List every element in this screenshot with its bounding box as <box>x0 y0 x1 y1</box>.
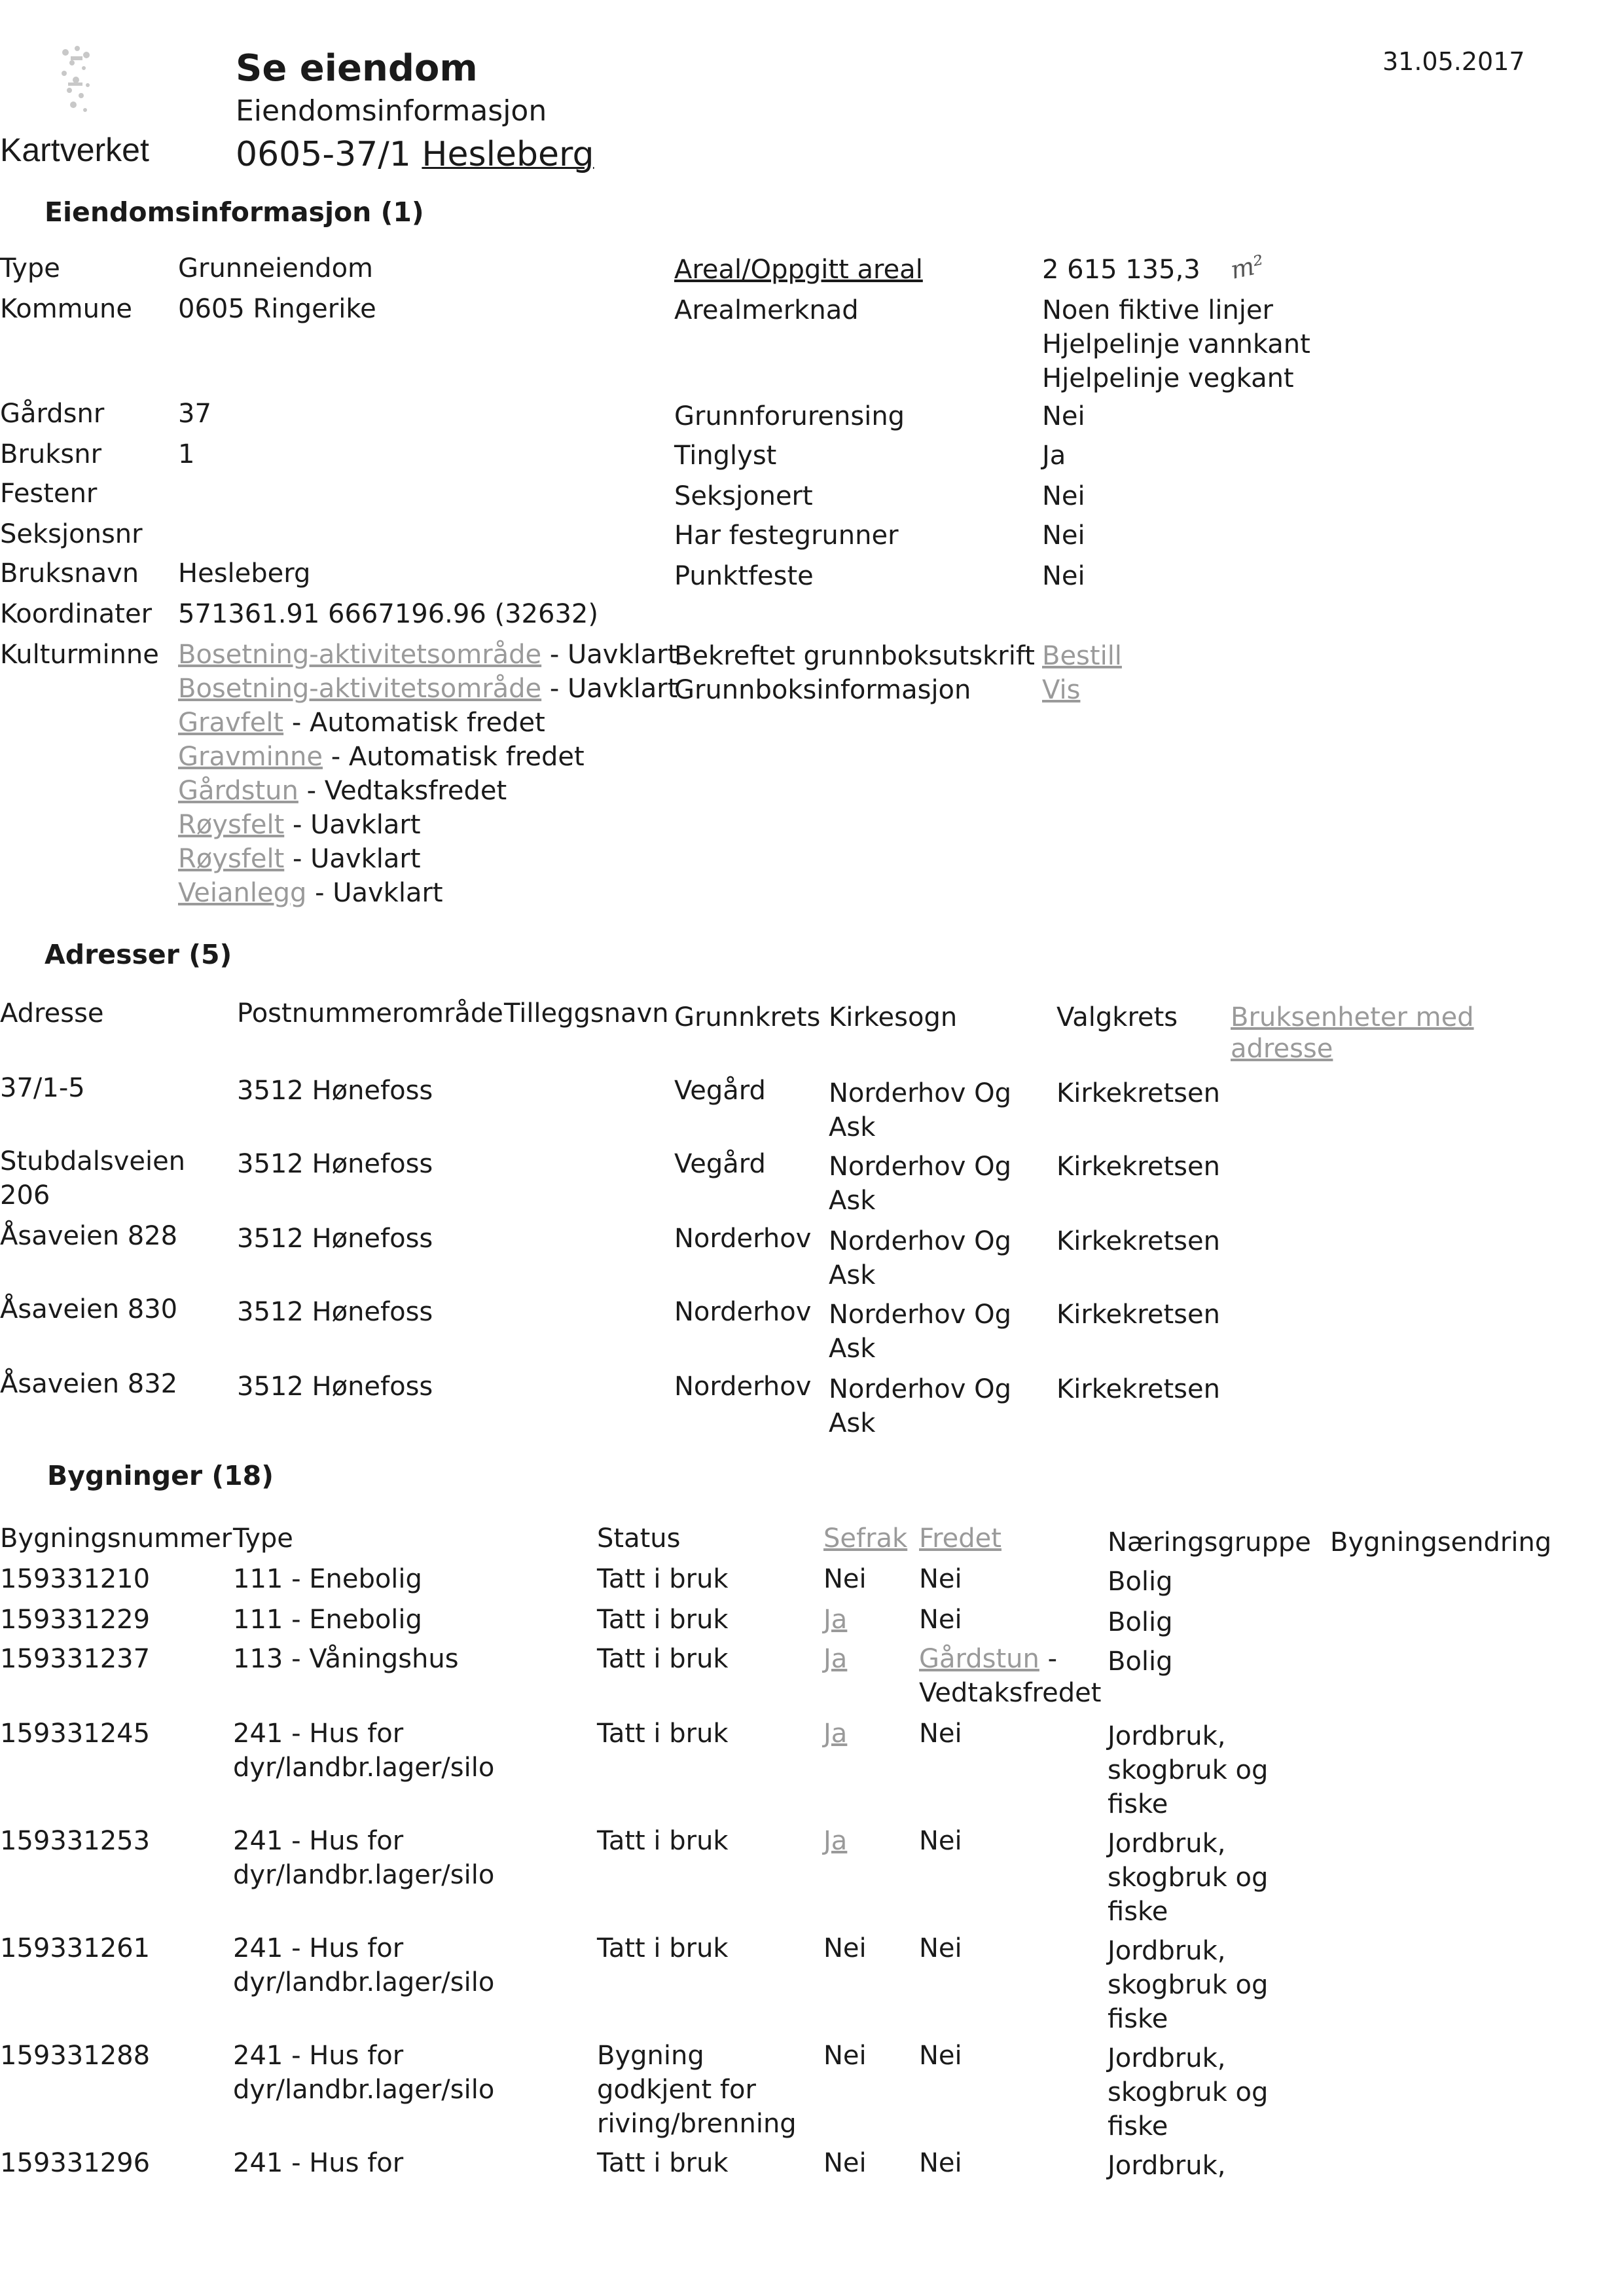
section-heading-adresser: Adresser (5) <box>45 939 232 970</box>
building-status-cell: Tatt i bruk <box>597 1826 729 1856</box>
fredet-cell: Nei <box>919 1564 962 1594</box>
property-value: Nei <box>1042 520 1085 551</box>
page-title: Se eiendom <box>236 47 478 90</box>
kulturminne-link[interactable]: Bosetning-aktivitetsområde <box>178 674 542 704</box>
fredet-cell: Nei <box>919 2041 962 2071</box>
property-label: Seksjonert <box>674 481 813 511</box>
property-label: Har festegrunner <box>674 520 899 551</box>
property-value: Hjelpelinje vegkant <box>1042 363 1294 393</box>
building-type-cell: 113 - Våningshus <box>233 1644 459 1674</box>
building-type-cell: 241 - Hus for <box>233 1826 404 1856</box>
table-header: Valgkrets <box>1056 1002 1178 1032</box>
building-type-cell: 241 - Hus for <box>233 2148 404 2178</box>
building-status-cell: Tatt i bruk <box>597 1605 729 1635</box>
building-type-cell: dyr/landbr.lager/silo <box>233 2075 495 2105</box>
address-cell: 206 <box>0 1180 50 1211</box>
kirkesogn-cell: Ask <box>829 1112 876 1142</box>
sefrak-link[interactable]: Ja <box>823 1826 848 1856</box>
kirkesogn-cell: Norderhov Og <box>829 1226 1011 1256</box>
naeringsgruppe-cell: skogbruk og <box>1108 1970 1269 2000</box>
property-heading <box>236 135 594 174</box>
kirkesogn-cell: Norderhov Og <box>829 1374 1011 1404</box>
kulturminne-link[interactable]: Røysfelt <box>178 844 285 874</box>
address-cell: Åsaveien 832 <box>0 1369 178 1399</box>
property-label: Bruksnavn <box>0 558 139 589</box>
grunnkrets-cell: Norderhov <box>674 1372 812 1402</box>
kulturminne-link[interactable]: Gravminne <box>178 742 323 772</box>
naeringsgruppe-cell: skogbruk og <box>1108 1863 1269 1893</box>
building-number-cell: 159331229 <box>0 1605 151 1635</box>
kulturminne-status: - Automatisk fredet <box>283 708 545 738</box>
table-header: Status <box>597 1523 681 1554</box>
sefrak-cell: Nei <box>823 2148 867 2178</box>
table-header: Adresse <box>0 998 104 1029</box>
kulturminne-item <box>178 672 677 706</box>
page-subtitle: Eiendomsinformasjon <box>236 94 547 128</box>
property-label: Festenr <box>0 479 98 509</box>
kartverket-logo-emblem <box>46 39 111 118</box>
sefrak-link[interactable]: Ja <box>823 1644 848 1674</box>
handwritten-note: m² <box>1227 249 1267 285</box>
naeringsgruppe-cell: Jordbruk, <box>1108 2151 1226 2181</box>
kirkesogn-cell: Norderhov Og <box>829 1300 1011 1330</box>
fredet-cell <box>919 1642 1057 1676</box>
fredet-cell: Nei <box>919 1826 962 1856</box>
valgkrets-cell: Kirkekretsen <box>1056 1078 1220 1108</box>
kulturminne-status: - Uavklart <box>284 810 421 840</box>
property-value: Nei <box>1042 561 1085 591</box>
kirkesogn-cell: Ask <box>829 1186 876 1216</box>
property-value: Hjelpelinje vannkant <box>1042 329 1310 359</box>
building-type-cell: 241 - Hus for <box>233 2041 404 2071</box>
building-number-cell: 159331261 <box>0 1933 151 1963</box>
postnummer-cell: 3512 Hønefoss <box>237 1224 433 1254</box>
kirkesogn-cell: Norderhov Og <box>829 1078 1011 1108</box>
sefrak-cell: Nei <box>823 2041 867 2071</box>
table-header: Bygningsnummer <box>0 1523 232 1554</box>
sefrak-cell: Nei <box>823 1564 867 1594</box>
property-label: Kommune <box>0 294 132 324</box>
kulturminne-status: - Uavklart <box>541 674 678 704</box>
kirkesogn-cell: Ask <box>829 1334 876 1364</box>
building-status-cell: Tatt i bruk <box>597 1933 729 1963</box>
property-value: Noen fiktive linjer <box>1042 295 1273 325</box>
property-action-link[interactable]: Bestill <box>1042 641 1122 671</box>
kulturminne-item <box>178 842 421 876</box>
table-header-link[interactable]: Bruksenheter med <box>1231 1002 1474 1032</box>
building-status-cell: riving/brenning <box>597 2109 797 2139</box>
table-header: Postnummerområde <box>237 998 503 1029</box>
property-value: 37 <box>178 399 211 429</box>
building-status-cell: Tatt i bruk <box>597 1719 729 1749</box>
kirkesogn-cell: Ask <box>829 1408 876 1438</box>
table-header: Næringsgruppe <box>1108 1527 1311 1558</box>
kulturminne-item <box>178 808 421 842</box>
property-value: Nei <box>1042 401 1085 431</box>
kirkesogn-cell: Norderhov Og <box>829 1152 1011 1182</box>
fredet-cell: Nei <box>919 1605 962 1635</box>
fredet-cell: Nei <box>919 1933 962 1963</box>
building-type-cell: dyr/landbr.lager/silo <box>233 1860 495 1890</box>
property-label: Tinglyst <box>674 441 777 471</box>
building-status-cell: Tatt i bruk <box>597 1644 729 1674</box>
property-value: Ja <box>1042 441 1066 471</box>
fredet-status: Vedtaksfredet <box>919 1678 1102 1708</box>
property-value: Hesleberg <box>178 558 311 589</box>
building-type-cell: 241 - Hus for <box>233 1719 404 1749</box>
building-type-cell: 241 - Hus for <box>233 1933 404 1963</box>
building-type-cell: 111 - Enebolig <box>233 1605 422 1635</box>
kulturminne-status: - Automatisk fredet <box>323 742 585 772</box>
building-number-cell: 159331296 <box>0 2148 151 2178</box>
property-label: Bruksnr <box>0 439 102 469</box>
address-cell: Åsaveien 830 <box>0 1294 178 1324</box>
property-value: 1 <box>178 439 195 469</box>
valgkrets-cell: Kirkekretsen <box>1056 1152 1220 1182</box>
naeringsgruppe-cell: fiske <box>1108 2111 1168 2141</box>
property-label: Bekreftet grunnboksutskrift <box>674 641 1035 671</box>
kulturminne-status: - Uavklart <box>541 640 678 670</box>
table-header: Type <box>233 1523 293 1554</box>
valgkrets-cell: Kirkekretsen <box>1056 1374 1220 1404</box>
naeringsgruppe-cell: Bolig <box>1108 1607 1173 1637</box>
naeringsgruppe-cell: skogbruk og <box>1108 1755 1269 1785</box>
kulturminne-link[interactable]: Gårdstun <box>178 776 298 806</box>
postnummer-cell: 3512 Hønefoss <box>237 1076 433 1106</box>
kartverket-logo-text: Kartverket <box>0 132 149 168</box>
grunnkrets-cell: Vegård <box>674 1076 766 1106</box>
naeringsgruppe-cell: fiske <box>1108 2004 1168 2034</box>
property-value: 571361.91 6667196.96 (32632) <box>178 599 598 629</box>
property-label: Punktfeste <box>674 561 814 591</box>
fredet-cell: Nei <box>919 1719 962 1749</box>
property-label: Grunnboksinformasjon <box>674 675 971 705</box>
table-header: Grunnkrets <box>674 1002 821 1032</box>
address-cell: 37/1-5 <box>0 1073 85 1103</box>
table-header: Tilleggsnavn <box>504 998 669 1029</box>
table-header-link[interactable]: adresse <box>1231 1034 1333 1064</box>
property-label: Seksjonsnr <box>0 519 143 549</box>
property-label[interactable]: Areal/Oppgitt areal <box>674 255 923 285</box>
kulturminne-item <box>178 638 677 672</box>
postnummer-cell: 3512 Hønefoss <box>237 1372 433 1402</box>
table-header: Kirkesogn <box>829 1002 958 1032</box>
address-cell: Åsaveien 828 <box>0 1221 178 1251</box>
kulturminne-link[interactable]: Røysfelt <box>178 810 285 840</box>
naeringsgruppe-cell: skogbruk og <box>1108 2077 1269 2107</box>
section-heading-eiendomsinformasjon: Eiendomsinformasjon (1) <box>45 196 424 228</box>
kulturminne-status: - Uavklart <box>284 844 421 874</box>
kulturminne-link[interactable]: Bosetning-aktivitetsområde <box>178 640 542 670</box>
property-label: Grunnforurensing <box>674 401 905 431</box>
property-value: 0605 Ringerike <box>178 294 376 324</box>
valgkrets-cell: Kirkekretsen <box>1056 1226 1220 1256</box>
naeringsgruppe-cell: fiske <box>1108 1897 1168 1927</box>
property-label: Gårdsnr <box>0 399 105 429</box>
fredet-dash: - <box>1039 1644 1058 1674</box>
building-number-cell: 159331210 <box>0 1564 151 1594</box>
property-action-link[interactable]: Vis <box>1042 675 1081 705</box>
kulturminne-item <box>178 740 585 774</box>
building-status-cell: godkjent for <box>597 2075 756 2105</box>
postnummer-cell: 3512 Hønefoss <box>237 1149 433 1179</box>
fredet-cell: Nei <box>919 2148 962 2178</box>
building-status-cell: Tatt i bruk <box>597 1564 729 1594</box>
section-heading-bygninger: Bygninger (18) <box>47 1460 274 1491</box>
property-value: Grunneiendom <box>178 253 374 283</box>
kulturminne-status: - Uavklart <box>306 878 443 908</box>
property-label: Arealmerknad <box>674 295 859 325</box>
grunnkrets-cell: Norderhov <box>674 1297 812 1327</box>
building-number-cell: 159331253 <box>0 1826 151 1856</box>
kulturminne-item <box>178 876 443 910</box>
sefrak-cell: Nei <box>823 1933 867 1963</box>
building-type-cell: 111 - Enebolig <box>233 1564 422 1594</box>
property-value: 2 615 135,3 <box>1042 255 1200 285</box>
building-number-cell: 159331288 <box>0 2041 151 2071</box>
building-number-cell: 159331245 <box>0 1719 151 1749</box>
fredet-link[interactable]: Gårdstun <box>919 1644 1039 1674</box>
property-label: Kulturminne <box>0 640 159 670</box>
kulturminne-link[interactable]: Veianlegg <box>178 878 307 908</box>
naeringsgruppe-cell: fiske <box>1108 1789 1168 1819</box>
naeringsgruppe-cell: Bolig <box>1108 1647 1173 1677</box>
grunnkrets-cell: Norderhov <box>674 1224 812 1254</box>
naeringsgruppe-cell: Jordbruk, <box>1108 2043 1226 2073</box>
kulturminne-item <box>178 774 507 808</box>
property-label: Type <box>0 253 60 283</box>
kulturminne-status: - Vedtaksfredet <box>298 776 507 806</box>
kirkesogn-cell: Ask <box>829 1260 876 1290</box>
building-type-cell: dyr/landbr.lager/silo <box>233 1753 495 1783</box>
building-number-cell: 159331237 <box>0 1644 151 1674</box>
kulturminne-item <box>178 706 545 740</box>
print-date: 31.05.2017 <box>1382 47 1525 76</box>
property-value: Nei <box>1042 481 1085 511</box>
address-cell: Stubdalsveien <box>0 1146 186 1176</box>
grunnkrets-cell: Vegård <box>674 1149 766 1179</box>
table-header: Bygningsendring <box>1330 1527 1552 1558</box>
postnummer-cell: 3512 Hønefoss <box>237 1297 433 1327</box>
table-header-link[interactable]: Fredet <box>919 1523 1001 1554</box>
building-type-cell: dyr/landbr.lager/silo <box>233 1967 495 1997</box>
building-status-cell: Bygning <box>597 2041 704 2071</box>
building-status-cell: Tatt i bruk <box>597 2148 729 2178</box>
sefrak-link[interactable]: Ja <box>823 1605 848 1635</box>
naeringsgruppe-cell: Bolig <box>1108 1567 1173 1597</box>
table-header-link[interactable]: Sefrak <box>823 1523 908 1554</box>
kulturminne-link[interactable]: Gravfelt <box>178 708 284 738</box>
valgkrets-cell: Kirkekretsen <box>1056 1300 1220 1330</box>
property-label: Koordinater <box>0 599 153 629</box>
sefrak-link[interactable]: Ja <box>823 1719 848 1749</box>
property-id: 0605-37/1 <box>236 135 411 174</box>
naeringsgruppe-cell: Jordbruk, <box>1108 1829 1226 1859</box>
naeringsgruppe-cell: Jordbruk, <box>1108 1936 1226 1966</box>
naeringsgruppe-cell: Jordbruk, <box>1108 1721 1226 1751</box>
property-name: Hesleberg <box>422 135 594 174</box>
